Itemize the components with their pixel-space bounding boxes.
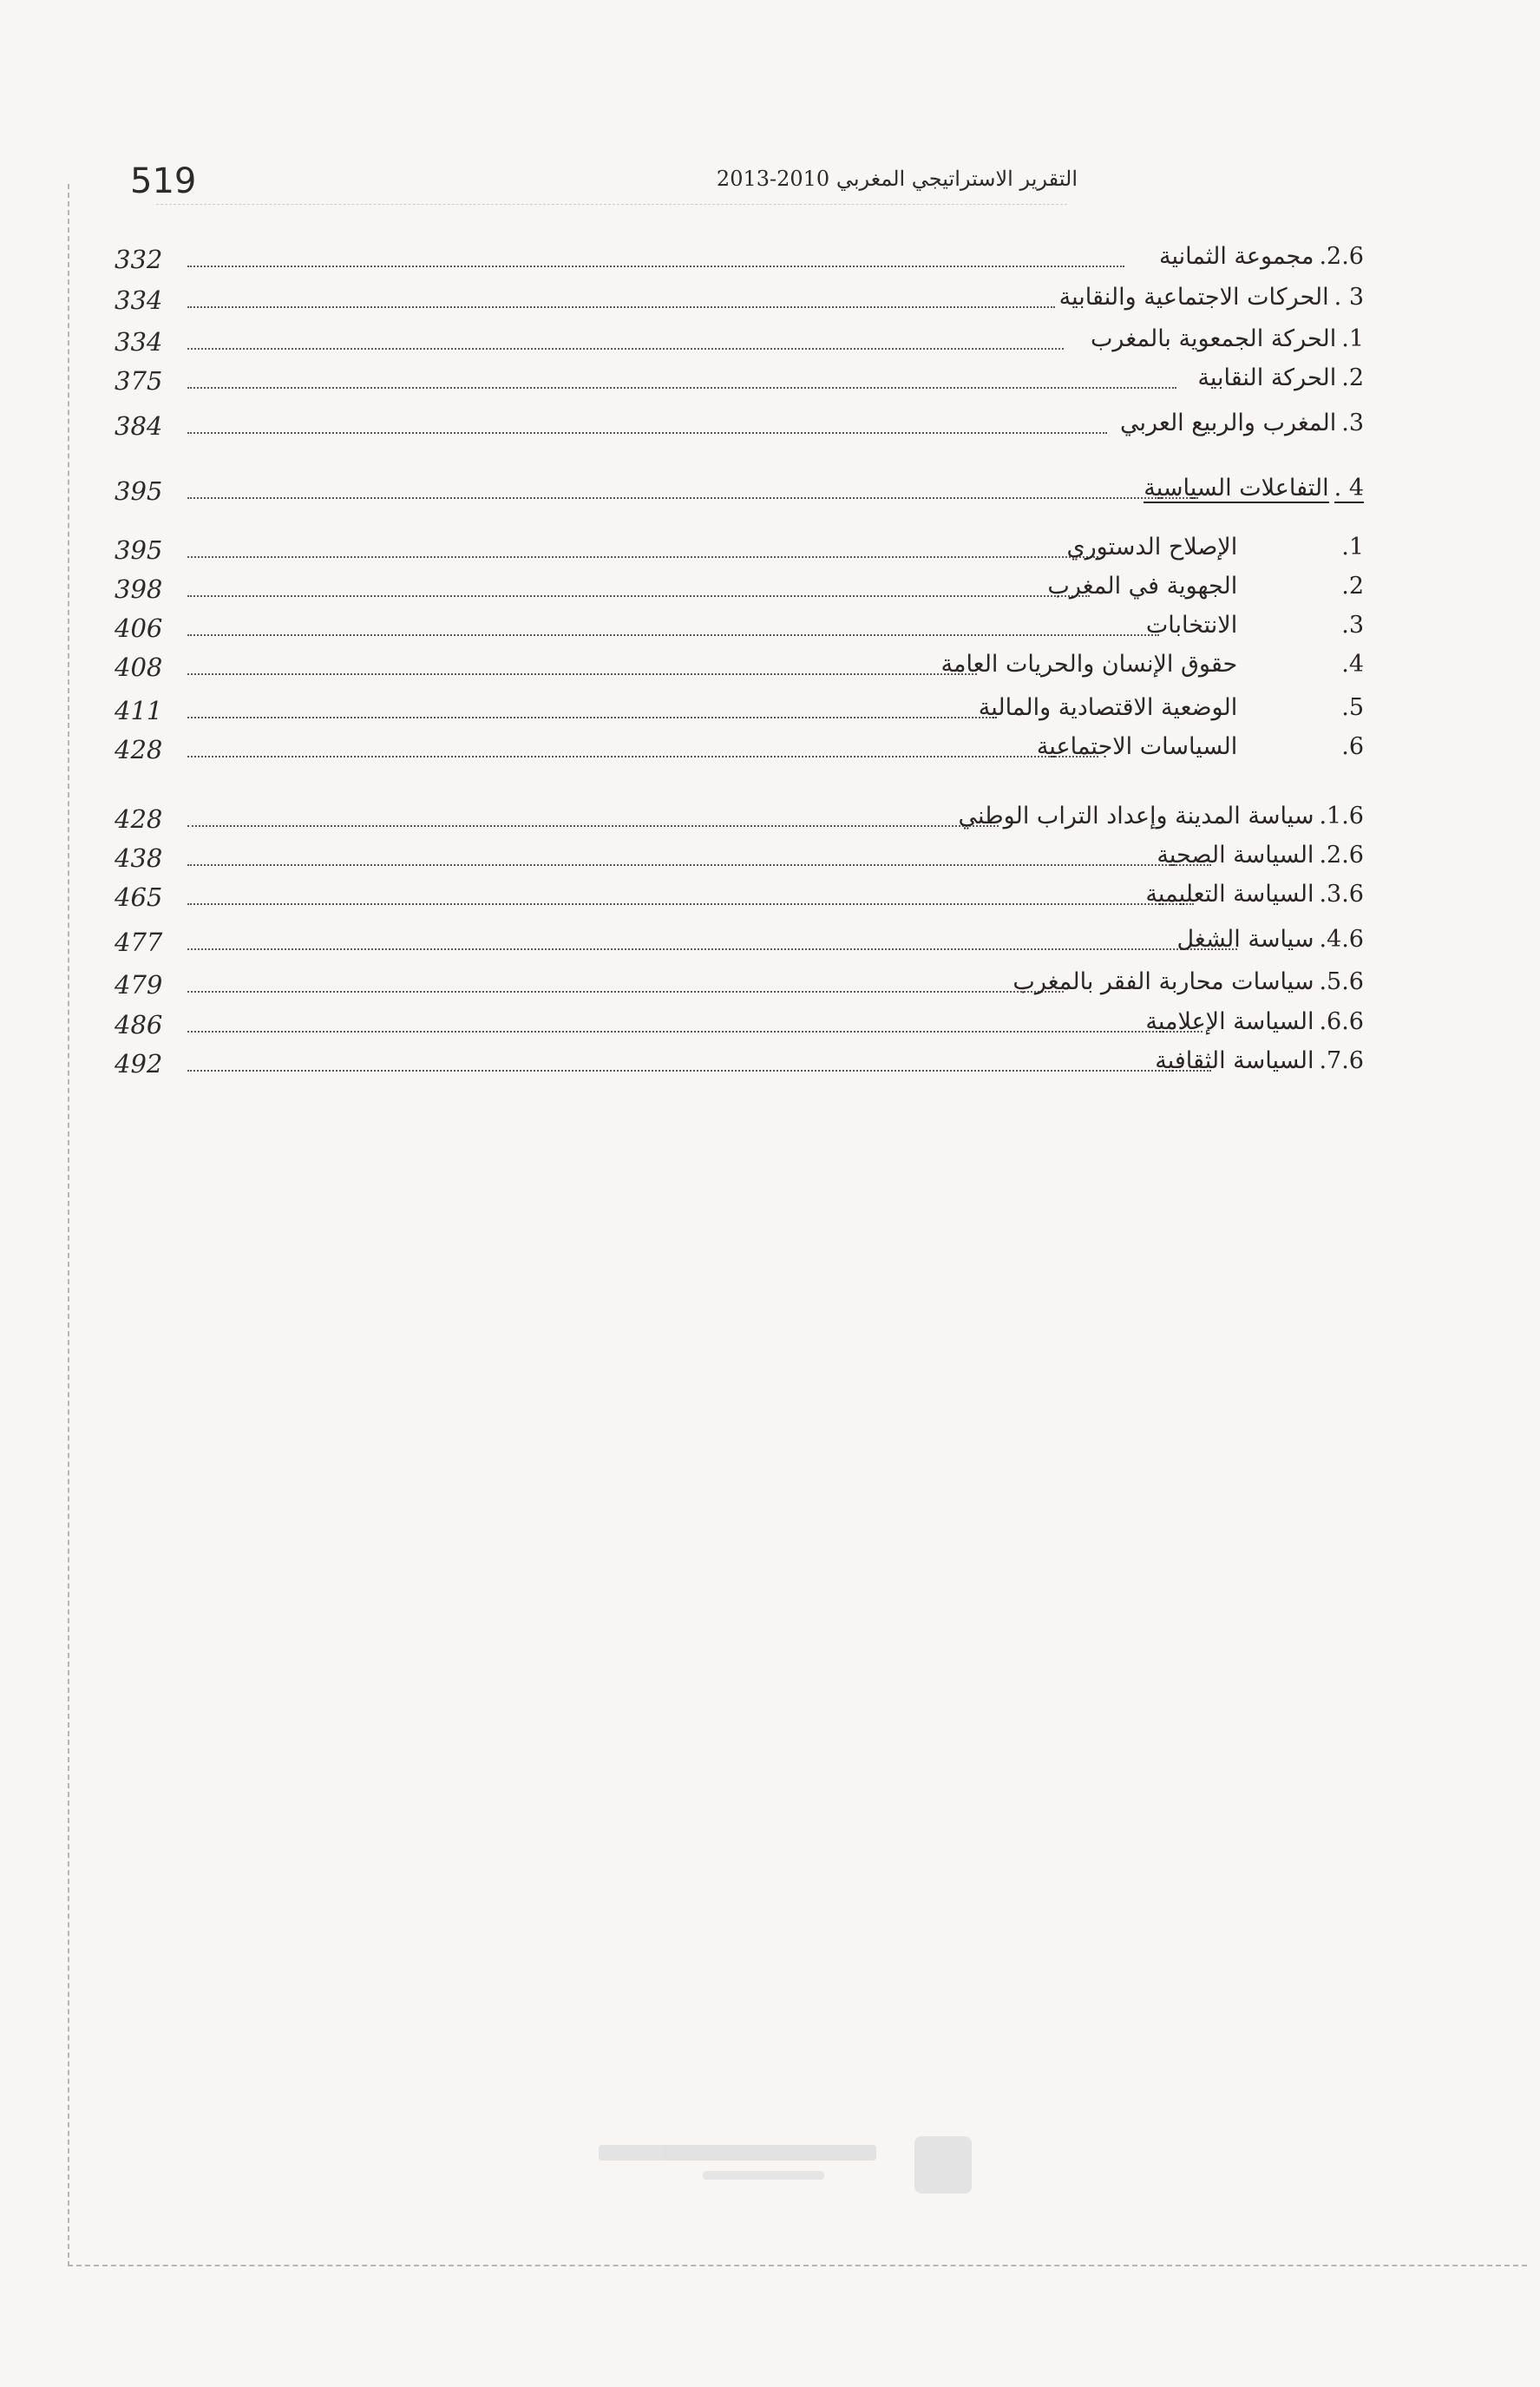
toc-leader — [187, 348, 1064, 350]
toc-title — [1047, 573, 1364, 600]
toc-title-text: الإصلاح الدستوري — [1066, 534, 1238, 561]
toc-title — [1059, 284, 1364, 311]
toc-title — [1012, 968, 1364, 995]
toc-page-number: 375 — [115, 366, 163, 396]
toc-title-text: حقوق الإنسان والحريات العامة — [940, 651, 1238, 678]
toc-title — [1155, 1047, 1364, 1074]
toc-entry[interactable] — [115, 284, 1364, 325]
toc-number: 7.6. — [1319, 1047, 1364, 1074]
toc-page-number: 395 — [115, 535, 163, 565]
toc-leader — [187, 497, 1198, 499]
toc-number: 4 . — [1334, 475, 1364, 502]
toc-entry[interactable] — [115, 803, 1364, 844]
toc-entry[interactable] — [115, 364, 1364, 406]
toc-number: 3. — [1341, 612, 1364, 639]
toc-number: 4.6. — [1319, 926, 1364, 953]
toc-entry[interactable] — [115, 733, 1364, 775]
toc-title — [1146, 612, 1364, 639]
toc-number: 4. — [1341, 651, 1364, 678]
toc-page-number: 408 — [115, 652, 163, 682]
toc-leader — [187, 717, 994, 718]
toc-leader — [187, 903, 1194, 905]
toc-entry[interactable] — [115, 1047, 1364, 1089]
toc-leader — [187, 1031, 1203, 1033]
toc-entry[interactable] — [115, 243, 1364, 285]
toc-number: 6. — [1341, 733, 1364, 760]
toc-number: 1. — [1341, 325, 1364, 352]
toc-leader — [187, 1070, 1211, 1072]
toc-entry[interactable] — [115, 410, 1364, 451]
toc-number: 1. — [1341, 534, 1364, 561]
toc-number: 2.6. — [1319, 842, 1364, 869]
toc-title — [1197, 364, 1364, 391]
toc-leader — [187, 864, 1211, 866]
toc-entry[interactable] — [115, 1008, 1364, 1050]
toc-number: 2. — [1341, 364, 1364, 391]
toc-title-text: الجهوية في المغرب — [1047, 573, 1238, 600]
toc-entry[interactable] — [115, 534, 1364, 575]
toc-title — [1091, 325, 1364, 352]
toc-title-text: التفاعلات السياسية — [1144, 475, 1329, 502]
toc-title — [1159, 243, 1364, 270]
toc-title-text: الانتخابات — [1145, 612, 1238, 639]
toc-title — [941, 651, 1365, 678]
logo-subtext-shape — [703, 2171, 824, 2180]
page-number: 519 — [130, 161, 197, 201]
toc-title-text: الوضعية الاقتصادية والمالية — [978, 694, 1238, 721]
toc-title — [979, 694, 1364, 721]
toc-leader — [187, 673, 977, 675]
toc-leader — [187, 432, 1107, 434]
toc-leader — [187, 756, 1098, 757]
toc-page-number: 398 — [115, 574, 163, 604]
toc-leader — [187, 387, 1176, 389]
page-header — [78, 156, 1078, 208]
toc-page-number: 477 — [115, 928, 163, 957]
toc-title — [1144, 475, 1364, 502]
toc-title-text: مجموعة الثمانية — [1158, 243, 1314, 270]
toc-page-number: 465 — [115, 882, 163, 912]
toc-page-number: 334 — [115, 285, 163, 315]
toc-title — [1145, 881, 1364, 908]
toc-entry[interactable] — [115, 881, 1364, 922]
toc-section-heading[interactable] — [115, 475, 1364, 516]
toc-number: 3.6. — [1319, 881, 1364, 908]
toc-page-number: 428 — [115, 735, 163, 764]
toc-title-text: سياسة المدينة وإعداد التراب الوطني — [958, 803, 1314, 830]
toc-page-number: 334 — [115, 327, 163, 357]
toc-page-number: 479 — [115, 970, 163, 1000]
toc-title — [1037, 733, 1364, 760]
toc-title-text: سياسات محاربة الفقر بالمغرب — [1012, 968, 1314, 995]
toc-page-number: 411 — [115, 696, 163, 725]
toc-entry[interactable] — [115, 694, 1364, 736]
toc-number: 1.6. — [1319, 803, 1364, 830]
toc-leader — [187, 595, 1090, 597]
toc-entry[interactable] — [115, 842, 1364, 883]
toc-page-number: 395 — [115, 476, 163, 506]
logo-text-shape — [599, 2145, 876, 2161]
toc-page-number: 332 — [115, 245, 163, 274]
toc-title-text: السياسة الصحية — [1157, 842, 1314, 869]
toc-page-number: 406 — [115, 613, 163, 643]
logo-emblem-icon — [914, 2136, 972, 2194]
toc-title — [1145, 1008, 1364, 1035]
toc-page-number: 438 — [115, 843, 163, 873]
toc-entry[interactable] — [115, 968, 1364, 1010]
toc-title-text: الحركات الاجتماعية والنقابية — [1058, 284, 1329, 311]
toc-title — [1176, 926, 1364, 953]
toc-number: 6.6. — [1319, 1008, 1364, 1035]
toc-entry[interactable] — [115, 573, 1364, 614]
toc-page-number: 492 — [115, 1049, 163, 1079]
toc-number: 2. — [1341, 573, 1364, 600]
toc-title-text: السياسة التعليمية — [1145, 881, 1314, 908]
toc-title-text: الحركة النقابية — [1197, 364, 1337, 391]
running-title: التقرير الاستراتيجي المغربي 2010-2013 — [716, 167, 1078, 191]
toc-entry[interactable] — [115, 926, 1364, 967]
toc-page-number: 428 — [115, 804, 163, 834]
toc-title-text: السياسة الثقافية — [1155, 1047, 1314, 1074]
toc-title — [959, 803, 1364, 830]
toc-number: 5. — [1341, 694, 1364, 721]
toc-title-text: المغرب والربيع العربي — [1120, 410, 1337, 436]
toc-number: 3 . — [1334, 284, 1364, 311]
toc-page-number: 384 — [115, 411, 163, 441]
toc-title-text: السياسات الاجتماعية — [1036, 733, 1238, 760]
toc-page-number: 486 — [115, 1010, 163, 1039]
toc-number: 2.6. — [1319, 243, 1364, 270]
toc-title — [1066, 534, 1364, 561]
toc-leader — [187, 825, 999, 827]
toc-entry[interactable] — [115, 651, 1364, 692]
toc-title-text: سياسة الشغل — [1176, 926, 1314, 953]
toc-leader — [187, 634, 1159, 636]
toc-leader — [187, 556, 1098, 558]
header-rule — [156, 204, 1067, 205]
toc-title — [1120, 410, 1364, 436]
toc-leader — [187, 266, 1124, 267]
toc-number: 5.6. — [1319, 968, 1364, 995]
toc-leader — [187, 991, 1064, 993]
toc-leader — [187, 948, 1237, 950]
toc-entry[interactable] — [115, 612, 1364, 653]
toc-entry[interactable] — [115, 325, 1364, 367]
toc-title — [1157, 842, 1364, 869]
toc-title-text: الحركة الجمعوية بالمغرب — [1091, 325, 1337, 352]
toc-leader — [187, 306, 1055, 308]
publisher-logo-watermark — [599, 2128, 972, 2206]
toc-title-text: السياسة الإعلامية — [1145, 1008, 1314, 1035]
toc-number: 3. — [1341, 410, 1364, 436]
